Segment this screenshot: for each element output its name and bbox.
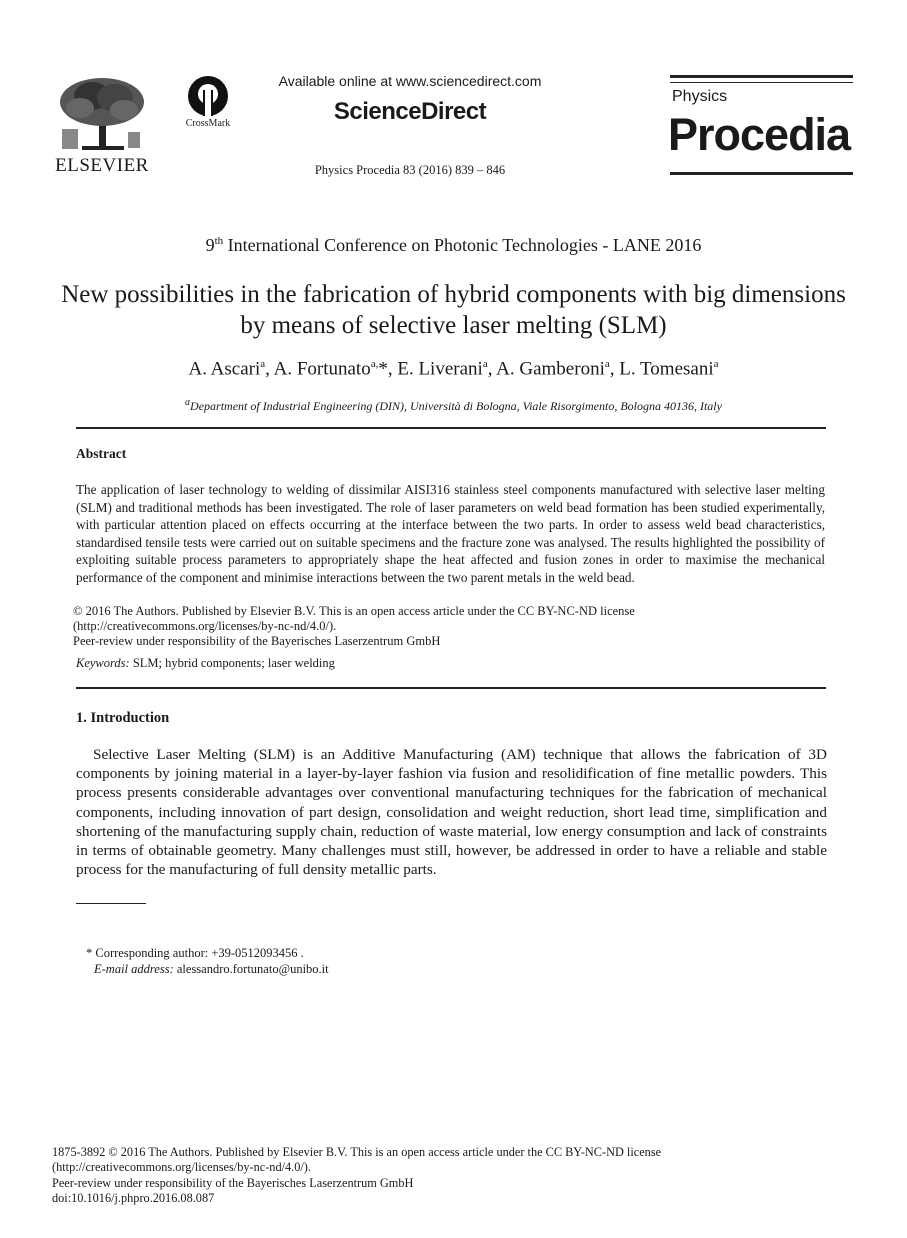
author: A. Ascari <box>188 358 261 380</box>
footnote-rule <box>76 903 146 904</box>
crossmark-label: CrossMark <box>185 118 231 129</box>
available-online-text: Available online at www.sciencedirect.com <box>278 73 542 89</box>
doi[interactable]: doi:10.1016/j.phpro.2016.08.087 <box>52 1190 215 1205</box>
brand-rule <box>670 172 853 175</box>
section-heading: 1. Introduction <box>76 710 170 726</box>
license-link[interactable]: (http://creativecommons.org/licenses/by-nc-nd/4.0/). <box>73 619 337 634</box>
divider <box>76 427 826 429</box>
author-list: A. Ascari$^a$, A. Fortunato$^{a,}$*, E. Liverani$^a$, A. Gamberoni$^a$, L. Tomesani$^a$ <box>188 358 719 380</box>
affiliation: $^a$Department of Industrial Engineering (DIN), Università di Bologna, Viale Risorgimento, Bologna 40136, Italy <box>185 397 722 413</box>
abstract-body: The application of laser technology to welding of dissimilar AISI316 stainless steel components manufactured with selective laser melting (SLM) and traditional methods has been investigated. The role of laser parameters on weld bead formation has been studied experimentally, with particular attention placed on effects occurring at the interface between the two parts. In order to assess weld bead characteristics, standardised tensile tests were carried out on suitable specimens and the fracture zone was analysed. The results highlighted the possibility of exploiting suitable process parameters to appropriately shape the heat affected and fusion zones in order to maximise the mechanical performance of the component and minimise interactions between the two parent metals in the weld bead. <box>76 482 825 585</box>
footer-peer-review: Peer-review under responsibility of the Bayerisches Laserzentrum GmbH <box>52 1175 414 1190</box>
footer-license-link[interactable]: (http://creativecommons.org/licenses/by-nc-nd/4.0/). <box>52 1160 311 1175</box>
brand-rule <box>670 75 853 78</box>
copyright-line: © 2016 The Authors. Published by Elsevier B.V. This is an open access article under the CC BY-NC-ND license <box>73 604 635 618</box>
conference-line: 9th International Conference on Photonic Technologies - LANE 2016 <box>205 235 702 255</box>
page-footer <box>52 1145 832 1206</box>
abstract-license-block <box>73 604 833 650</box>
keywords: Keywords: SLM; hybrid components; laser welding <box>76 656 335 670</box>
paper-title: New possibilities in the fabrication of hybrid components with big dimensions by means of selective laser melting (SLM) <box>61 281 846 339</box>
sciencedirect-logo: ScienceDirect <box>333 98 487 125</box>
author: A. Fortunato <box>273 358 371 380</box>
peer-review-line: Peer-review under responsibility of the Bayerisches Laserzentrum GmbH <box>73 634 441 649</box>
journal-citation: Physics Procedia 83 (2016) 839 – 846 <box>314 163 506 177</box>
author: L. Tomesani <box>619 358 714 380</box>
email-link[interactable]: alessandro.fortunato@unibo.it <box>173 962 329 976</box>
introduction-body: Selective Laser Melting (SLM) is an Additive Manufacturing (AM) technique that allows the fabrication of 3D components by joining material in a layer-by-layer fashion via fusion and resolidification of fine metallic powders. This process presents considerable advantages over conventional manufacturing techniques for the fabrication of mechanical components, including innovation of part design, consolidation and weight reduction, short lead time, simplification and shortening of the manufacturing supply chain, reduction of waste material, low energy consumption and lack of constraints in terms of obtainable geometry. Many challenges must still, however, be addressed in order to have a reliable and stable process for the manufacturing of full density metallic parts. <box>76 746 827 879</box>
journal-brand-small: Physics <box>672 88 728 105</box>
email-line: E-mail address: alessandro.fortunato@unibo.it <box>94 962 329 976</box>
issn-line: 1875-3892 © 2016 The Authors. Published by Elsevier B.V. This is an open access article under the CC BY-NC-ND license <box>52 1145 662 1159</box>
divider <box>76 687 826 689</box>
journal-brand-large: Procedia <box>668 109 851 160</box>
publisher-name: ELSEVIER <box>55 155 149 176</box>
brand-rule <box>670 82 853 83</box>
abstract-heading: Abstract <box>76 446 127 461</box>
author: E. Liverani <box>397 358 483 380</box>
corresponding-author: * Corresponding author: +39-0512093456 . <box>86 946 304 960</box>
author: A. Gamberoni <box>496 358 605 380</box>
